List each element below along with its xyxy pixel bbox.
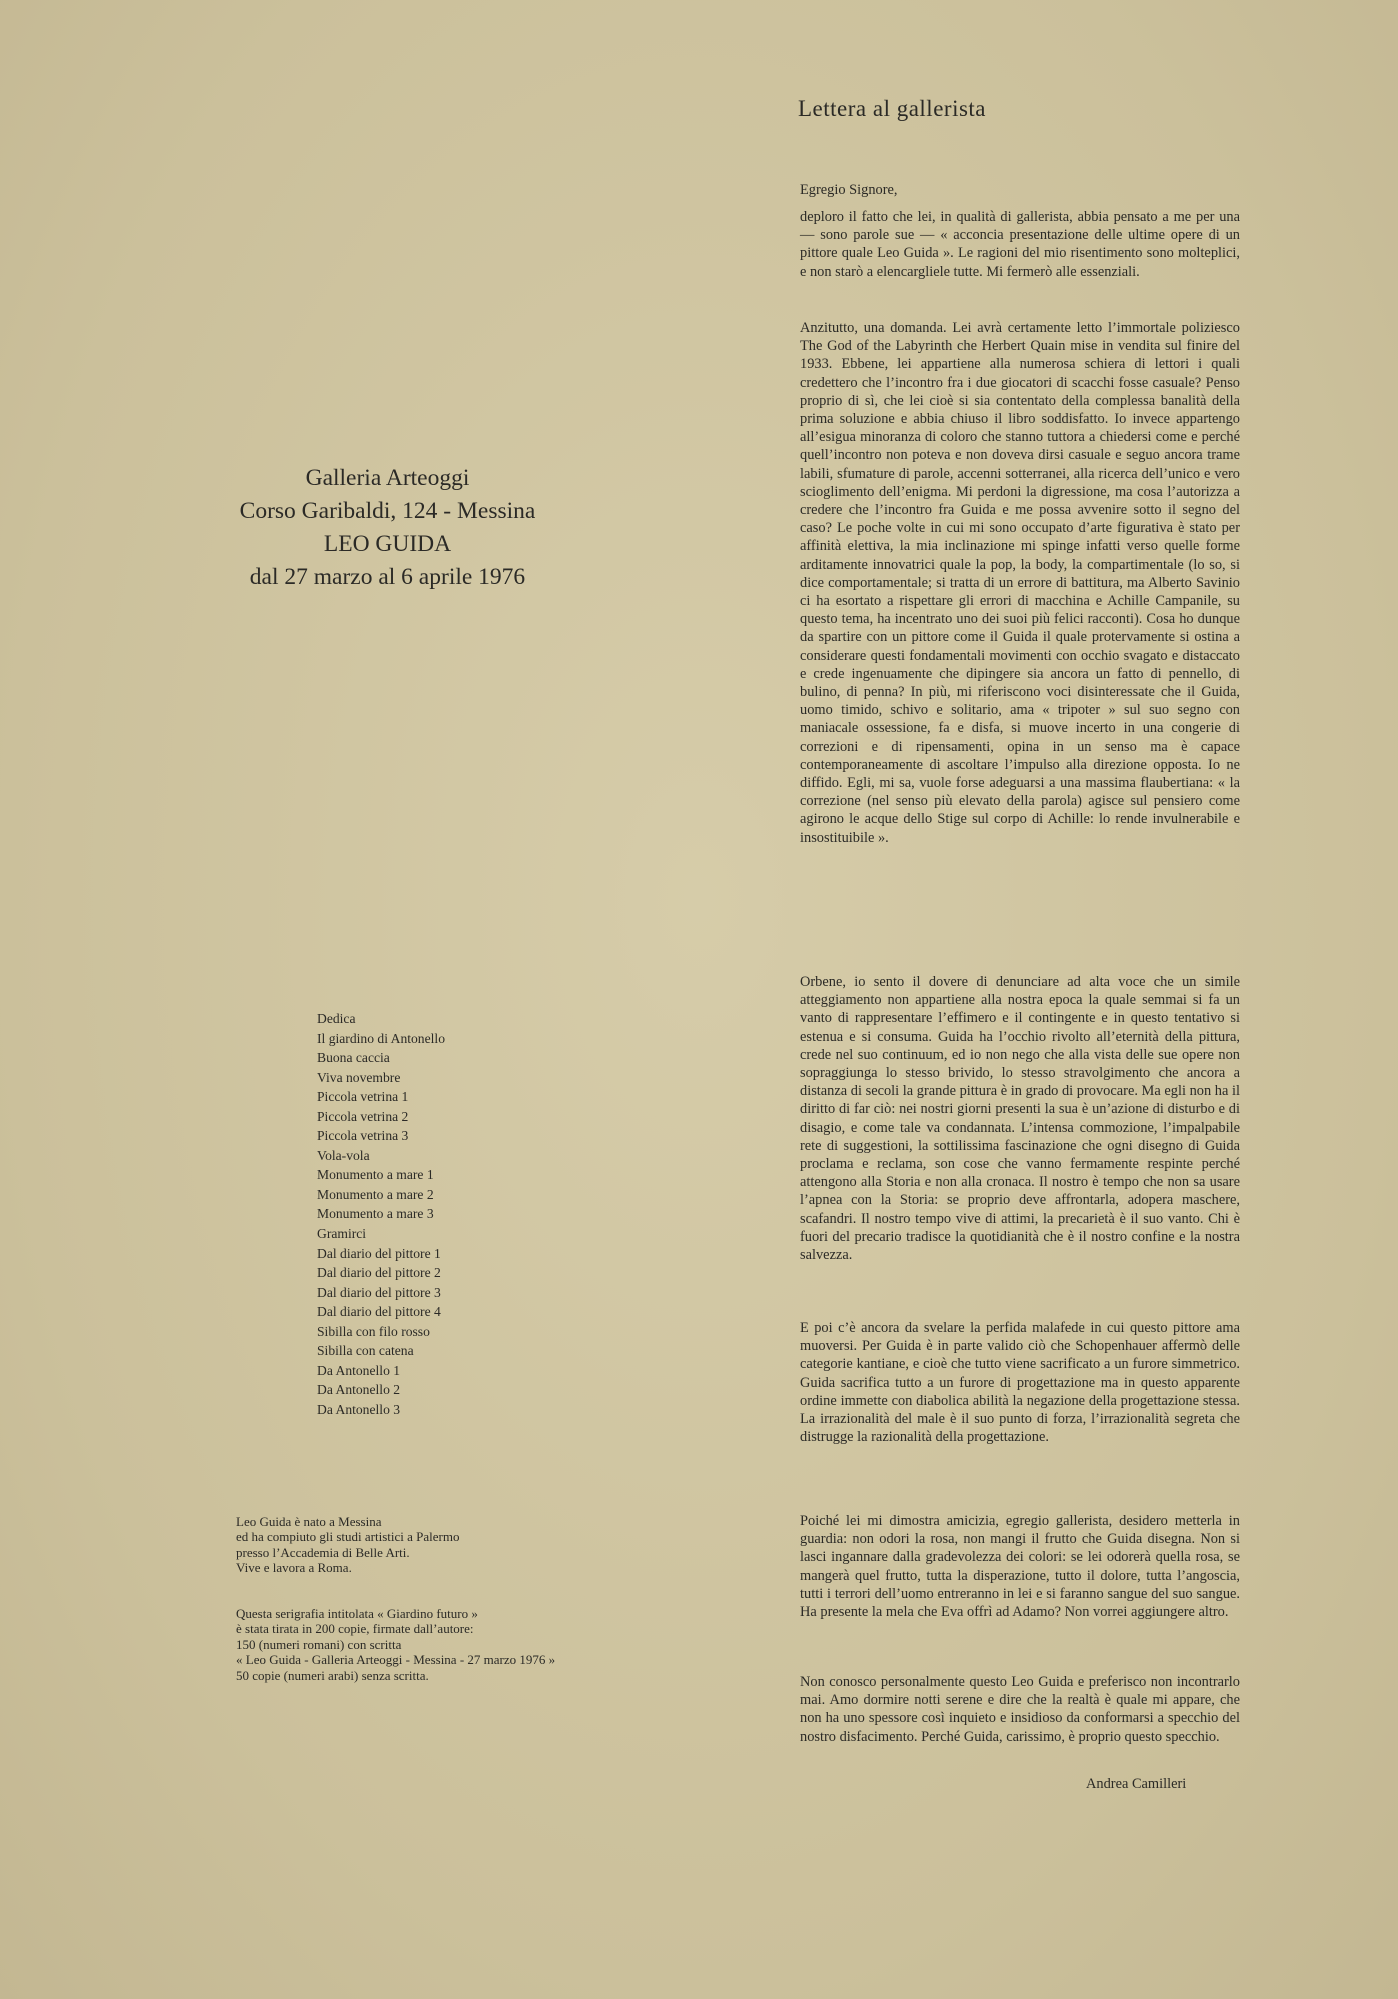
letter-paragraph-text: deploro il fatto che lei, in qualità di gallerista, abbia pensato a me per una — sono parole sue — « acconcia presentazione delle ultime opere di un pittore quale Leo Guida ». Le ragioni del mio risentimento sono molteplici, e non starò a elencargliele tutte. Mi fermerò alle essenziali. <box>800 209 1240 280</box>
edition-line: 50 copie (numeri arabi) senza scritta. <box>236 1667 429 1683</box>
work-item: Dal diario del pittore 3 <box>317 1284 441 1300</box>
work-item: Viva novembre <box>317 1069 401 1085</box>
work-item: Piccola vetrina 2 <box>317 1108 409 1124</box>
work-item: Piccola vetrina 1 <box>317 1089 409 1105</box>
gallery-name: Galleria Arteoggi <box>305 465 470 491</box>
letter-paragraph-text: Non conosco personalmente questo Leo Guida e preferisco non incontrarlo mai. Amo dormire notti serene e dire che la realtà è quale mi appare, che non ha uno spessore così inquieto e insidioso da conformarsi a specchio del nostro disfacimento. Perché Guida, carissimo, è proprio questo specchio. <box>800 1674 1240 1745</box>
work-item: Da Antonello 1 <box>317 1362 401 1378</box>
work-item: Buona caccia <box>317 1050 390 1066</box>
work-item: Sibilla con catena <box>317 1343 414 1359</box>
letter-paragraph-text: Orbene, io sento il dovere di denunciare ad alta voce che un simile atteggiamento non appartiene alla nostra epoca la quale semmai si fa un vanto di rappresentare l’effimero e il contingente e in questo tentativo si estenua e si consuma. Guida ha l’occhio rivolto all’eternità della pittura, crede nel suo continuum, ed io non nego che alla vista delle sue opere non sopraggiunga lo stesso brivido, lo stesso stravolgimento che ancora a distanza di secoli la grande pittura è in grado di provocare. Ma egli non ha il diritto di far ciò: nei nostri giorni presenti la sua è un’azione di disturbo e di disagio, e come tale va condannata. L’intensa commozione, l’impalpabile rete di suggestioni, la sottilissima fascinazione che ogni disegno di Guida proclama e reclama, son cose che vanno fermamente respinte perché attengono alla Storia e non alla cronaca. Il nostro è tempo che non sa usare l’apnea con la Storia: se proprio deve affrontarla, adopera maschere, scafandri. Il nostro tempo vive di attimi, la precarietà è il suo vanto. Chi è fuori del precario tradisce la quotidianità che è il nostro confine e la nostra salvezza. <box>800 974 1240 1264</box>
edition-line: 150 (numeri romani) con scritta <box>236 1636 402 1652</box>
work-item: Monumento a mare 2 <box>317 1186 434 1202</box>
work-item: Dedica <box>317 1011 356 1026</box>
gallery-address: Corso Garibaldi, 124 - Messina <box>239 498 536 524</box>
bio-line: presso l’Accademia di Belle Arti. <box>236 1544 410 1560</box>
work-item: Gramirci <box>317 1226 367 1242</box>
work-item: Dal diario del pittore 2 <box>317 1265 441 1281</box>
gallery-info <box>200 462 575 594</box>
work-item: Piccola vetrina 3 <box>317 1128 409 1144</box>
letter-title: Lettera al gallerista <box>798 96 987 121</box>
work-item: Da Antonello 2 <box>317 1382 401 1398</box>
artist-name: LEO GUIDA <box>323 531 452 557</box>
letter-salutation: Egregio Signore, <box>800 182 898 198</box>
bio-line: ed ha compiuto gli studi artistici a Palermo <box>236 1529 460 1545</box>
work-item: Vola-vola <box>317 1147 370 1163</box>
edition-line: « Leo Guida - Galleria Arteoggi - Messina - 27 marzo 1976 » <box>236 1652 556 1668</box>
work-item: Sibilla con filo rosso <box>317 1323 430 1339</box>
edition-note <box>236 1606 555 1683</box>
letter-paragraph-2 <box>800 319 1240 847</box>
letter-paragraph-text: E poi c’è ancora da svelare la perfida malafede in cui questo pittore ama muoversi. Per Guida è in parte valido ciò che Schopenhauer affermò delle categorie kantiane, e cioè che tutto viene sacrificato a un furore simmetrico. Guida sacrifica tutto a un furore di progettazione ma in questo apparente ordine immette con diabolica abilità la negazione della progettazione stessa. La irrazionalità del male è il suo punto di forza, l’irrazionalità segreta che distrugge la razionalità della progettazione. <box>800 1320 1240 1446</box>
letter-paragraph-6 <box>800 1673 1240 1746</box>
letter-signature: Andrea Camilleri <box>1086 1776 1187 1792</box>
work-item: Dal diario del pittore 4 <box>317 1304 441 1320</box>
edition-line: Questa serigrafia intitolata « Giardino futuro » <box>236 1606 478 1621</box>
work-item: Il giardino di Antonello <box>317 1030 445 1046</box>
letter-paragraph-text: Poiché lei mi dimostra amicizia, egregio gallerista, desidero metterla in guardia: non odori la rosa, non mangi il frutto che Guida disegna. Non si lasci ingannare dalla gradevolezza dei colori: se lei odorerà quella rosa, se mangerà quel frutto, tutta la disperazione, tutto il dolore, tutta l’angoscia, tutti i terrori dell’uomo entreranno in lei e si faranno sangue del suo sangue. Ha presente la mela che Eva offrì ad Adamo? Non vorrei aggiungere altro. <box>800 1513 1240 1621</box>
work-item: Monumento a mare 1 <box>317 1167 434 1183</box>
letter-paragraph-1 <box>800 208 1240 281</box>
letter-paragraph-text: Anzitutto, una domanda. Lei avrà certamente letto l’immortale poliziesco The God of the Labyrinth che Herbert Quain mise in vendita sul finire del 1933. Ebbene, lei appartiene alla numerosa schiera di lettori i quali credettero che l’incontro fra i due giocatori di scacchi fosse casuale? Penso proprio di sì, che lei cioè si sia contentato della complessa banalità della prima soluzione e abbia chiuso il libro soddisfatto. Io invece appartengo all’esigua minoranza di coloro che stanno tuttora a chiedersi come e perché quell’incontro non poteva e non doveva dirsi casuale e seguo ancora trame labili, sfumature di parole, accenni sotterranei, alla ricerca dell’unico e vero scioglimento dell’enigma. Mi perdoni la digressione, ma cosa l’autorizza a credere che l’incontro fra Guida e me possa avvenire sotto il segno del caso? Le poche volte in cui mi sono occupato d’arte figurativa è stato per affinità elettiva, la mia inclinazione mi spinge infatti verso quelle forme arditamente innovatrici quale la pop, la body, la compartimentale (lo so, si dice comportamentale; si tratta di un errore di battitura, ma Alberto Savinio ci ha esortato a rispettare gli errori di macchina e Achille Campanile, su questo tema, ha incentrato uno dei suoi più felici racconti). Cosa ho dunque da spartire con un pittore come il Guida il quale protervamente si ostina a considerare questi fondamentali movimenti con occhio svagato e distaccato e crede ingenuamente che dipingere sia ancora un fatto di pennello, di bulino, di penna? In più, mi riferiscono voci disinteressate che il Guida, uomo timido, schivo e solitario, ama « tripoter » sul suo segno con maniacale ossessione, fa e disfa, si muove incerto in una congerie di correzioni e di ripensamenti, opina in un senso ma è capace contemporaneamente di ascoltare l’impulso alla direzione opposta. Io ne diffido. Egli, mi sa, vuole forse adeguarsi a una massima flaubertiana: « la correzione (nel senso più elevato della parola) agisce sul pensiero come agirono le acque dello Stige sul corpo di Achille: lo rende invulnerabile e insostituibile ». <box>800 320 1240 846</box>
bio-line: Leo Guida è nato a Messina <box>236 1514 382 1529</box>
bio-line: Vive e lavora a Roma. <box>236 1560 352 1576</box>
edition-line: è stata tirata in 200 copie, firmate dall’autore: <box>236 1621 474 1637</box>
work-item: Monumento a mare 3 <box>317 1206 434 1222</box>
work-item: Dal diario del pittore 1 <box>317 1245 441 1261</box>
exhibition-dates: dal 27 marzo al 6 aprile 1976 <box>249 564 526 590</box>
artist-bio <box>236 1514 459 1576</box>
letter-paragraph-3 <box>800 973 1240 1264</box>
work-item: Da Antonello 3 <box>317 1401 401 1417</box>
letter-paragraph-4 <box>800 1319 1240 1446</box>
letter-paragraph-5 <box>800 1512 1240 1621</box>
works-list <box>317 1009 445 1419</box>
